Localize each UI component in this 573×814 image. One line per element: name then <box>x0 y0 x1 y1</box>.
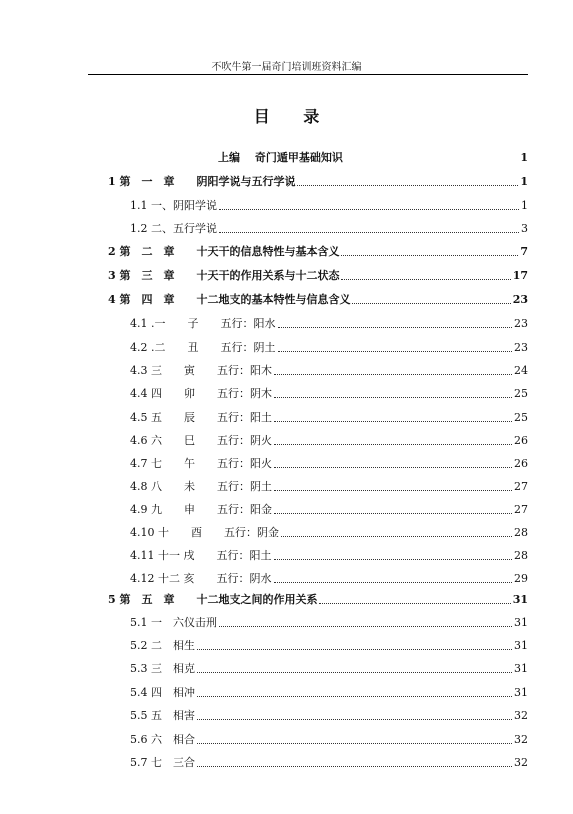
toc-entry[interactable] <box>130 616 528 630</box>
toc-entry[interactable] <box>130 222 528 236</box>
toc-entry[interactable] <box>130 526 528 540</box>
toc-entry[interactable] <box>130 756 528 770</box>
toc-leader-dots <box>219 626 512 627</box>
toc-entry-label: 5.7 七 三合 <box>130 756 195 769</box>
toc-leader-dots <box>274 421 512 422</box>
toc-entry-page: 27 <box>514 503 528 516</box>
toc-entry-page: 25 <box>514 387 528 400</box>
toc-leader-dots <box>274 444 512 445</box>
toc-leader-dots <box>197 719 512 720</box>
toc-entry-label: 3 第 三 章 十天干的作用关系与十二状态 <box>108 269 340 282</box>
toc-entry-page: 31 <box>514 639 528 652</box>
toc-entry-page: 1 <box>521 199 528 212</box>
toc-entry-page: 31 <box>514 662 528 675</box>
toc-entry-label: 4.7 七 午 五行：阳火 <box>130 457 272 470</box>
toc-leader-dots <box>341 255 518 256</box>
toc-entry-page: 24 <box>514 364 528 377</box>
toc-leader-dots <box>281 536 512 537</box>
toc-entry[interactable] <box>130 480 528 494</box>
toc-entry-label: 2 第 二 章 十天干的信息特性与基本含义 <box>108 245 340 258</box>
toc-entry-label: 4.10 十 酉 五行：阴金 <box>130 526 279 539</box>
header-rule <box>88 74 528 75</box>
toc-entry-page: 26 <box>514 434 528 447</box>
toc-entry-label: 5.5 五 相害 <box>130 709 195 722</box>
toc-entry-label: 4.12 十二 亥 五行：阴水 <box>130 572 272 585</box>
toc-leader-dots <box>197 766 512 767</box>
toc-entry-label: 4.9 九 申 五行：阳金 <box>130 503 272 516</box>
toc-entry-label: 4.4 四 卯 五行：阴木 <box>130 387 272 400</box>
toc-entry-page: 27 <box>514 480 528 493</box>
toc-entry-page: 3 <box>521 222 528 235</box>
toc-entry-page: 23 <box>514 341 528 354</box>
toc-leader-dots <box>274 374 512 375</box>
toc-leader-dots <box>219 209 519 210</box>
toc-entry[interactable] <box>130 457 528 471</box>
toc-entry-label: 1 第 一 章 阴阳学说与五行学说 <box>108 175 296 188</box>
toc-entry-page: 31 <box>514 686 528 699</box>
toc-leader-dots <box>278 327 513 328</box>
toc-entry[interactable] <box>130 639 528 653</box>
toc-entry[interactable] <box>130 341 528 355</box>
toc-entry-page: 32 <box>514 709 528 722</box>
toc-entry-page: 17 <box>512 269 528 282</box>
toc-entry[interactable] <box>130 572 528 586</box>
toc-entry[interactable] <box>130 503 528 517</box>
toc-entry-page: 32 <box>514 733 528 746</box>
toc-entry-label: 5.3 三 相克 <box>130 662 195 675</box>
toc-entry-page: 28 <box>514 549 528 562</box>
toc-leader-dots <box>197 743 512 744</box>
toc-entry-label: 4.5 五 辰 五行：阳土 <box>130 411 272 424</box>
toc-entry[interactable] <box>130 662 528 676</box>
toc-entry-page: 1 <box>520 175 528 188</box>
toc-leader-dots <box>341 279 510 280</box>
toc-entry[interactable] <box>130 199 528 213</box>
toc-entry-page: 31 <box>514 616 528 629</box>
toc-entry[interactable] <box>108 593 528 607</box>
toc-entry[interactable] <box>130 411 528 425</box>
toc-leader-dots <box>197 696 512 697</box>
toc-entry[interactable] <box>130 364 528 378</box>
toc-entry-label: 4.1 .一 子 五行：阳水 <box>130 317 276 330</box>
toc-entry[interactable] <box>130 709 528 723</box>
toc-entry[interactable] <box>130 317 528 331</box>
toc-entry[interactable] <box>108 269 528 283</box>
toc-entry-page: 32 <box>514 756 528 769</box>
toc-entry-page: 23 <box>512 293 528 306</box>
toc-leader-dots <box>352 303 510 304</box>
toc-entry-label: 1.1 一、阴阳学说 <box>130 199 217 212</box>
toc-leader-dots <box>278 351 513 352</box>
toc-leader-dots <box>274 559 513 560</box>
toc-entry-label: 4.11 十一 戌 五行：阳土 <box>130 549 272 562</box>
toc-entry-page: 31 <box>512 593 528 606</box>
toc-leader-dots <box>197 649 512 650</box>
running-header: 不吹牛第一届奇门培训班资料汇编 <box>211 62 362 73</box>
title-char-2: 录 <box>303 107 320 126</box>
toc-entry-label: 4.2 .二 丑 五行：阴土 <box>130 341 276 354</box>
toc-entry-page: 29 <box>514 572 528 585</box>
toc-entry[interactable] <box>130 387 528 401</box>
toc-entry-label: 4.3 三 寅 五行：阳木 <box>130 364 272 377</box>
toc-entry[interactable] <box>218 151 528 165</box>
toc-entry[interactable] <box>130 686 528 700</box>
toc-entry-page: 23 <box>514 317 528 330</box>
toc-leader-dots <box>319 603 510 604</box>
toc-leader-dots <box>274 397 512 398</box>
toc-leader-dots <box>219 232 519 233</box>
toc-entry-label: 5.1 一 六仪击刑 <box>130 616 217 629</box>
toc-entry[interactable] <box>108 245 528 259</box>
toc-entry-label: 4 第 四 章 十二地支的基本特性与信息含义 <box>108 293 351 306</box>
toc-leader-dots <box>197 672 512 673</box>
toc-entry[interactable] <box>130 549 528 563</box>
toc-leader-dots <box>274 467 512 468</box>
toc-entry[interactable] <box>108 293 528 307</box>
toc-entry-label: 5.2 二 相生 <box>130 639 195 652</box>
toc-entry-label: 4.8 八 未 五行：阴土 <box>130 480 272 493</box>
page-title <box>0 104 573 127</box>
toc-entry-page: 25 <box>514 411 528 424</box>
toc-entry-label: 5.6 六 相合 <box>130 733 195 746</box>
toc-entry-page: 1 <box>520 151 528 164</box>
toc-leader-dots <box>274 490 512 491</box>
toc-entry[interactable] <box>108 175 528 189</box>
toc-entry-page: 7 <box>520 245 528 258</box>
title-char-1: 目 <box>253 107 270 126</box>
toc-entry-page: 26 <box>514 457 528 470</box>
toc-entry[interactable] <box>130 434 528 448</box>
toc-entry-page: 28 <box>514 526 528 539</box>
toc-entry-label: 1.2 二、五行学说 <box>130 222 217 235</box>
toc-leader-dots <box>274 582 513 583</box>
toc-entry-label: 5 第 五 章 十二地支之间的作用关系 <box>108 593 318 606</box>
toc-leader-dots <box>274 513 512 514</box>
toc-entry-label: 5.4 四 相冲 <box>130 686 195 699</box>
toc-leader-dots <box>297 185 518 186</box>
toc-entry[interactable] <box>130 733 528 747</box>
toc-entry-label: 上编 奇门遁甲基础知识 <box>218 151 343 164</box>
toc-entry-label: 4.6 六 巳 五行：阴火 <box>130 434 272 447</box>
